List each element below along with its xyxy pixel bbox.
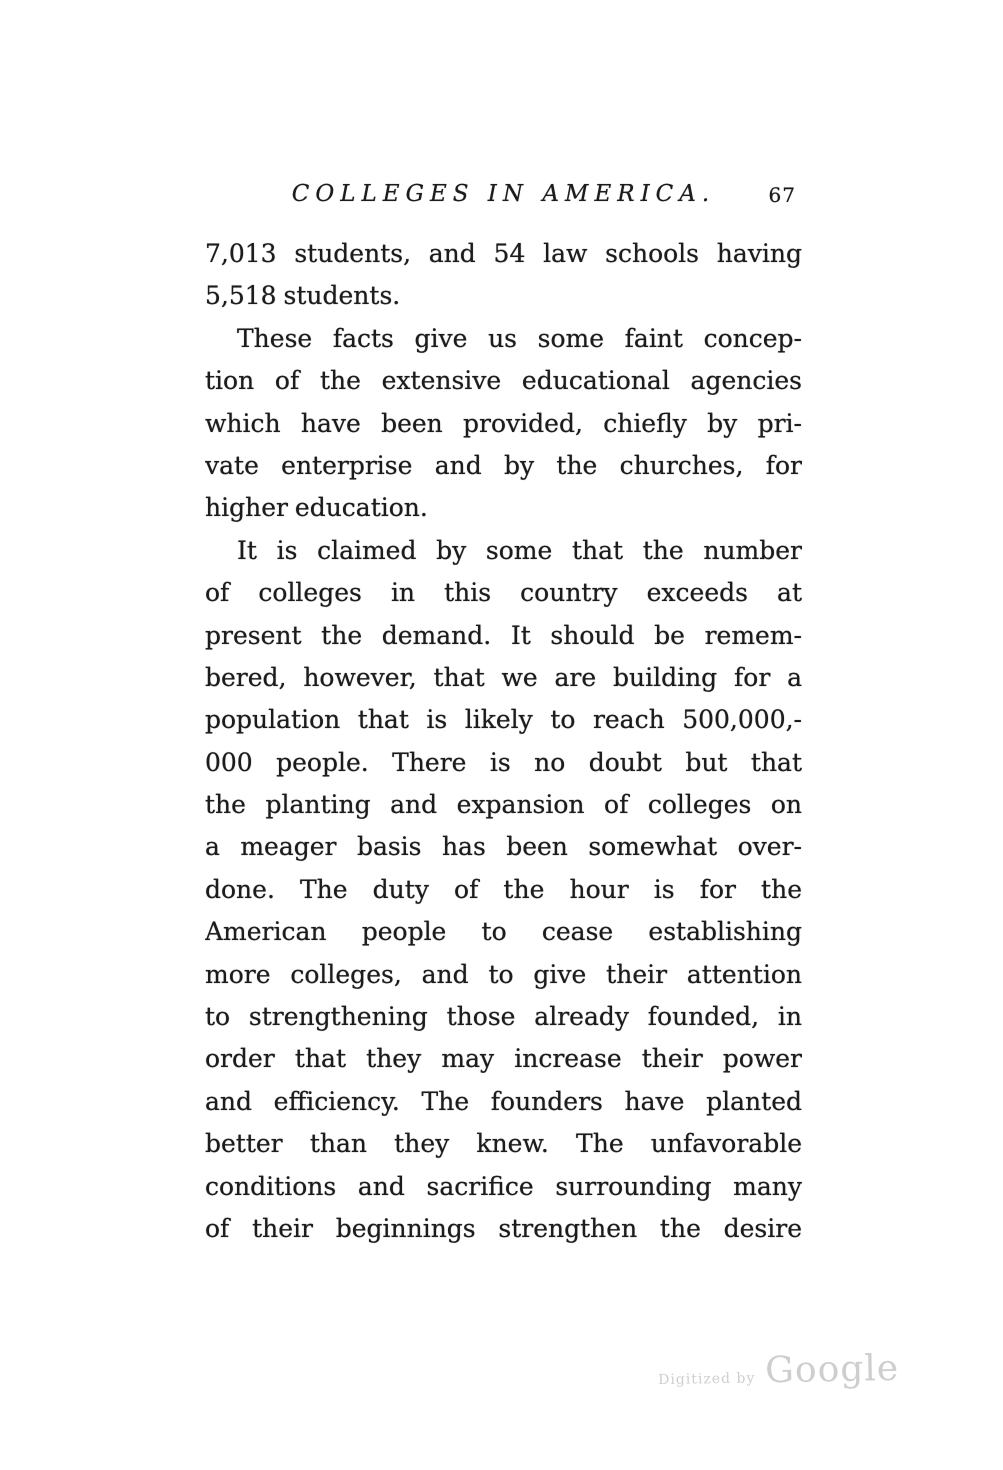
text-line: American people to cease establishing (205, 917, 802, 947)
page-number: 67 (768, 183, 796, 207)
text-line: It is claimed by some that the number (237, 535, 802, 565)
text-line: of their beginnings strengthen the desire (205, 1213, 802, 1243)
text-line: present the demand. It should be remem- (205, 620, 802, 650)
text-line: 7,013 students, and 54 law schools having (205, 239, 802, 268)
running-header (205, 181, 802, 207)
page-title: COLLEGES IN AMERICA. (291, 181, 716, 207)
text-line: vate enterprise and by the churches, for (205, 450, 802, 480)
text-line: the planting and expansion of colleges on (205, 790, 802, 820)
text-line: of colleges in this country exceeds at (205, 578, 802, 608)
text-line: order that they may increase their power (205, 1044, 802, 1074)
page-text (205, 233, 802, 1250)
text-line: better than they knew. The unfavorable (205, 1129, 802, 1159)
text-line: population that is likely to reach 500,000,- (205, 705, 802, 735)
watermark-prefix-text: Digitized by (658, 1370, 756, 1389)
text-line: bered, however, that we are building for a (205, 662, 802, 692)
text-line: higher education. (205, 493, 428, 523)
text-line: to strengthening those already founded, in (205, 1002, 802, 1032)
text-line: conditions and sacrifice surrounding many (205, 1171, 802, 1201)
text-line: 5,518 students. (205, 281, 401, 311)
text-line: which have been provided, chiefly by pri- (205, 408, 802, 438)
text-line: These facts give us some faint concep- (237, 323, 802, 353)
text-line: tion of the extensive educational agencies (205, 366, 802, 396)
text-line: done. The duty of the hour is for the (205, 874, 802, 904)
text-line: a meager basis has been somewhat over- (205, 832, 802, 862)
text-line: and efficiency. The founders have planted (205, 1086, 802, 1116)
digitization-watermark (658, 1348, 900, 1393)
text-line: 000 people. There is no doubt but that (205, 747, 802, 777)
text-line: more colleges, and to give their attention (205, 959, 802, 989)
google-logo: Google (764, 1347, 900, 1392)
